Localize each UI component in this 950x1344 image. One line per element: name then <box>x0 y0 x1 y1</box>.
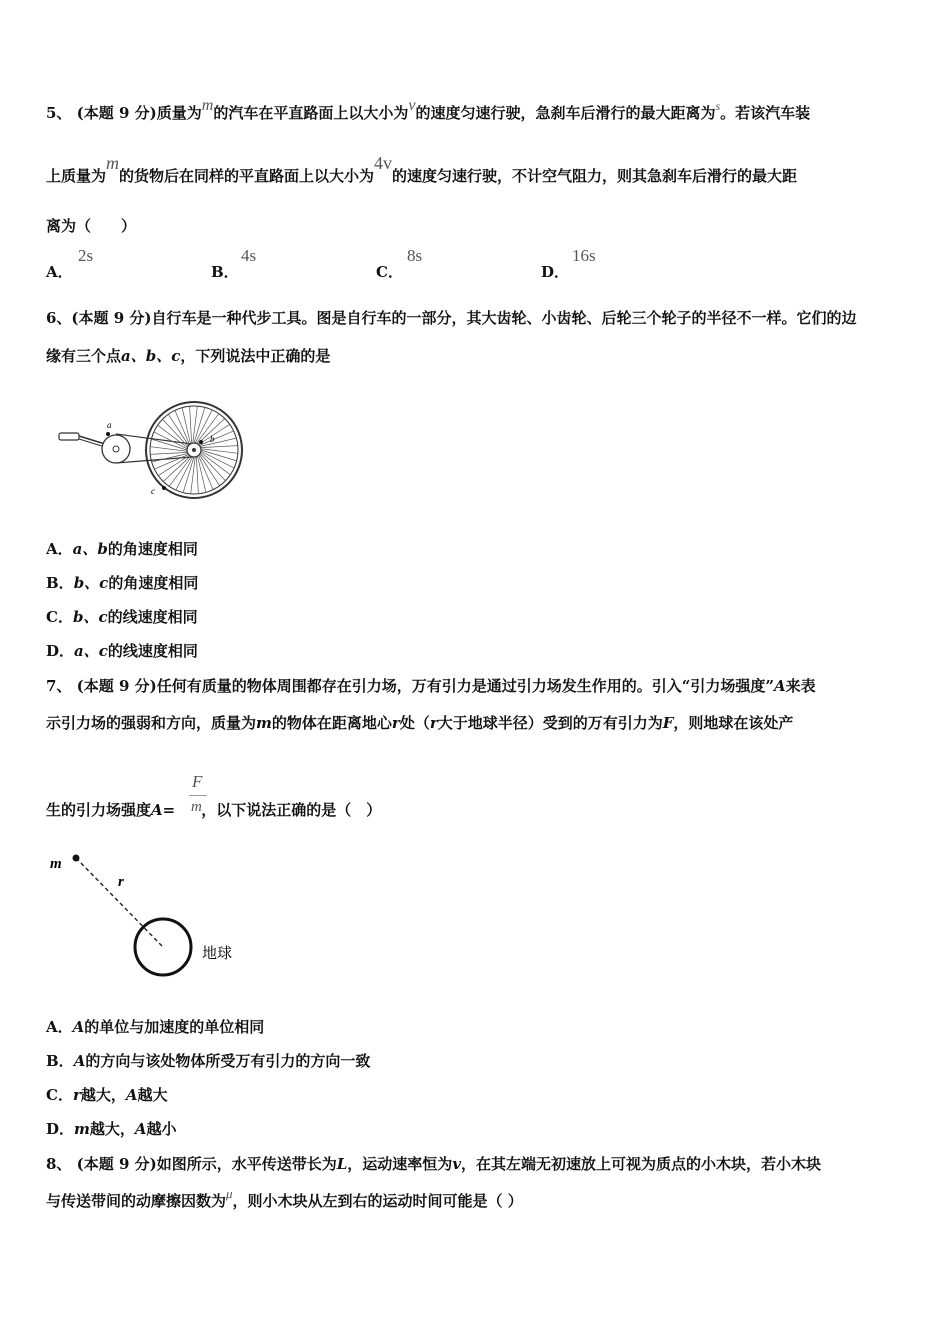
q5-option-d-value: 16s <box>572 246 596 265</box>
choice-vars: b、c <box>72 608 108 626</box>
q6-text: ，下列说法中正确的是 <box>180 347 331 365</box>
fraction-denominator: m <box>191 799 202 815</box>
spoke <box>182 408 190 444</box>
choice-vars: a、b <box>72 540 108 558</box>
choice-label: A． <box>46 1018 73 1036</box>
choice-text: 越大 <box>137 1086 168 1104</box>
q8-line-2 <box>46 1186 523 1211</box>
big-gear <box>102 435 130 463</box>
q7-text: ，以下说法正确的是（ ） <box>201 801 382 819</box>
var-r: r <box>391 714 400 732</box>
fraction-numerator: F <box>192 772 203 791</box>
q7-text: 的物体在距离地心 <box>271 714 392 732</box>
q6-line-2 <box>46 345 330 366</box>
q5-text: 的速度匀速行驶，急刹车后滑行的最大距离为 <box>415 104 716 122</box>
symbol-m: m <box>201 97 214 114</box>
q7-line-2 <box>46 712 793 733</box>
q8-text: ，在其左端无初速放上可视为质点的小木块，若小木块 <box>461 1155 822 1173</box>
spoke <box>201 446 238 448</box>
label-r: r <box>118 874 124 890</box>
q7-choice-d <box>46 1118 177 1139</box>
choice-label: B． <box>46 1052 74 1070</box>
choice-label: C． <box>46 1086 73 1104</box>
q5-option-c-label: C． <box>376 263 403 281</box>
choice-text: 的线速度相同 <box>107 642 198 660</box>
choice-text: 的线速度相同 <box>107 608 198 626</box>
q7-choice-a <box>46 1016 264 1037</box>
spoke <box>196 457 198 494</box>
var-F: F <box>662 714 674 732</box>
q5-text: 的汽车在平直路面上以大小为 <box>213 104 409 122</box>
q6-choice-c <box>46 606 198 627</box>
var-L: L <box>336 1155 348 1173</box>
q6-text: 缘有三个点 <box>46 347 122 365</box>
label-b: b <box>210 434 215 444</box>
q7-choice-b <box>46 1050 370 1071</box>
choice-var: m <box>74 1120 90 1138</box>
choice-var: A <box>125 1086 138 1104</box>
spoke <box>200 438 236 446</box>
symbol-s: s <box>715 99 721 113</box>
q5-option-c-value: 8s <box>407 246 423 265</box>
choice-vars: b、c <box>73 574 109 592</box>
q7-text: 示引力场的强弱和方向，质量为 <box>46 714 257 732</box>
q7-text: 处（ <box>399 714 430 732</box>
spoke <box>198 456 206 492</box>
distance-line-r <box>76 858 163 947</box>
q6-choice-a <box>46 538 198 559</box>
q7-text: 大于地球半径）受到的万有引力为 <box>437 714 663 732</box>
q6-line-1: 6、(本题 9 分)自行车是一种代步工具。图是自行车的一部分，其大齿轮、小齿轮、后轮三个轮子的半径不一样。它们的边 <box>46 309 857 327</box>
q5-line-2 <box>46 153 798 186</box>
point-c <box>162 486 166 490</box>
choice-text: 的角速度相同 <box>108 574 199 592</box>
var-v: v <box>452 1155 462 1173</box>
q5-option-d-label: D． <box>541 263 570 281</box>
var-m: m <box>256 714 272 732</box>
spoke <box>150 447 187 452</box>
choice-label: D． <box>46 642 75 660</box>
choice-var: A <box>134 1120 147 1138</box>
choice-label: C． <box>46 608 73 626</box>
choice-label: A． <box>46 540 73 558</box>
q8-text: 与传送带间的动摩擦因数为 <box>46 1192 227 1210</box>
choice-text: 的单位与加速度的单位相同 <box>84 1018 265 1036</box>
choice-var: A <box>73 1052 86 1070</box>
q5-text: 。若该汽车装 <box>720 104 811 122</box>
q8-line-1 <box>46 1153 821 1174</box>
spoke <box>194 407 205 443</box>
label-a: a <box>107 420 112 430</box>
q8-text: ，则小木块从左到右的运动时间可能是（ ） <box>232 1192 523 1210</box>
choice-vars: a、c <box>74 642 108 660</box>
spoke <box>190 406 192 443</box>
label-c: c <box>151 486 155 496</box>
var-r: r <box>429 714 438 732</box>
pedal <box>59 433 79 440</box>
label-m: m <box>50 856 62 872</box>
q7-line-3 <box>46 799 381 820</box>
spoke <box>150 452 187 454</box>
point-b <box>199 440 203 444</box>
q5-text: 上质量为 <box>46 167 107 185</box>
choice-text: 的方向与该处物体所受万有引力的方向一致 <box>85 1052 371 1070</box>
q6-choice-d <box>46 640 198 661</box>
choice-var: A <box>72 1018 85 1036</box>
choice-text: 越大， <box>89 1120 135 1138</box>
symbol-mu: μ <box>226 1186 233 1201</box>
q5-option-b-value: 4s <box>241 246 257 265</box>
q5-option-b-label: B． <box>211 263 239 281</box>
q7-line-1 <box>46 675 816 696</box>
q8-text: ，运动速率恒为 <box>347 1155 453 1173</box>
label-earth: 地球 <box>202 944 233 962</box>
choice-text: 的角速度相同 <box>107 540 198 558</box>
q5-option-a-label: A． <box>46 263 73 281</box>
q8-text: 8、 (本题 9 分)如图所示，水平传送带长为 <box>46 1155 337 1173</box>
q7-text: ，则地球在该处产 <box>673 714 794 732</box>
choice-label: B． <box>46 574 74 592</box>
q7-choice-c <box>46 1084 168 1105</box>
symbol-4v: 4v <box>374 153 393 173</box>
choice-text: 越小 <box>146 1120 177 1138</box>
spoke <box>183 457 194 493</box>
spoke <box>191 457 196 494</box>
choice-var: r <box>72 1086 81 1104</box>
q5-text: 的速度匀速行驶，不计空气阻力，则其急刹车后滑行的最大距 <box>392 167 798 185</box>
q7-text: 7、 (本题 9 分)任何有质量的物体周围都存在引力场，万有引力是通过引力场发生作用的。引入“引力场强度” <box>46 677 774 695</box>
choice-text: 越大， <box>80 1086 126 1104</box>
spoke <box>193 406 198 443</box>
var-A: A <box>774 677 786 695</box>
spoke <box>201 450 237 461</box>
point-a <box>106 432 110 436</box>
choice-label: D． <box>46 1120 75 1138</box>
q7-text: 生的引力场强度 <box>46 801 152 819</box>
spoke <box>201 449 238 454</box>
q7-text: 来表 <box>785 677 816 695</box>
q6-choice-b <box>46 572 198 593</box>
symbol-m: m <box>106 153 120 173</box>
q5-text: 5、 (本题 9 分)质量为 <box>46 104 202 122</box>
symbol-v: v <box>408 97 416 114</box>
bicycle-figure <box>56 398 246 502</box>
q5-text: 的货物后在同样的平直路面上以大小为 <box>119 167 375 185</box>
earth-figure <box>46 848 256 983</box>
q5-line-1 <box>46 97 811 123</box>
q5-option-a-value: 2s <box>78 246 94 265</box>
q6-points: a、b、c <box>121 347 181 365</box>
q5-line-3: 离为（ ） <box>46 217 137 235</box>
fraction-bar <box>189 795 207 796</box>
var-A: A= <box>151 801 176 819</box>
